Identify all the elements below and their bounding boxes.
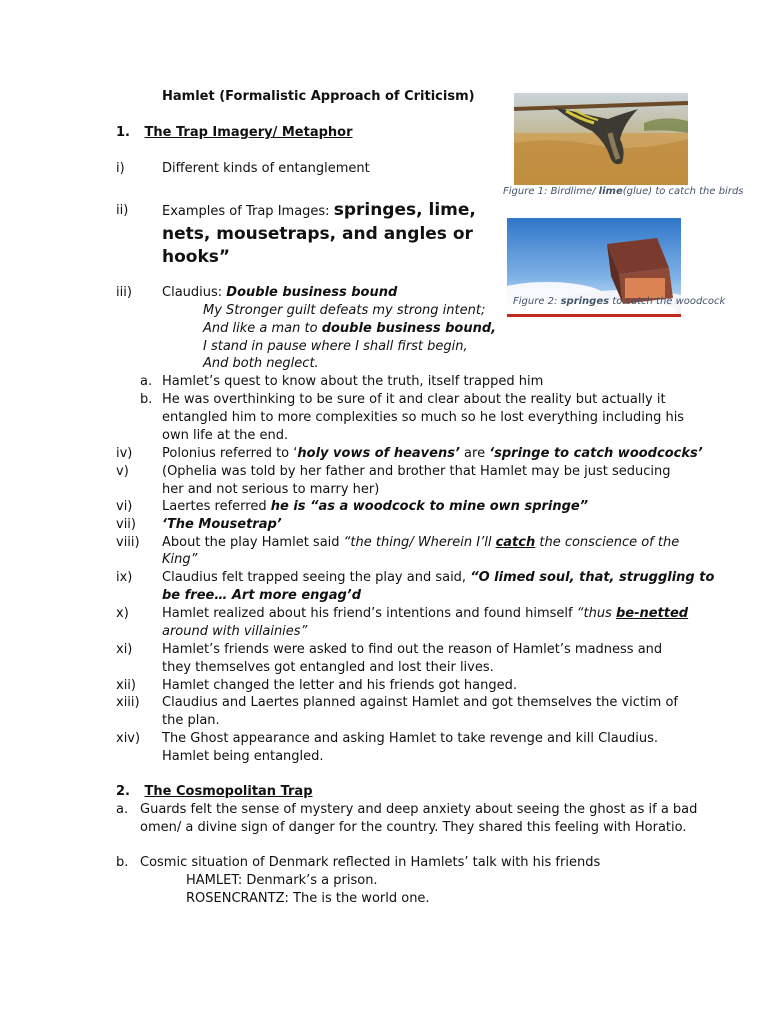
item-emphasis: catch [495, 535, 536, 550]
item-number: x) [116, 606, 129, 621]
item-number: xi) [116, 642, 133, 657]
trap-images-list-line2: nets, mousetraps, and angles or [162, 224, 473, 244]
trap-images-list: springes, lime, [333, 200, 476, 220]
item-emphasis: he is “as a woodcock to mine own springe” [270, 499, 589, 514]
item-lead: Claudius: [162, 285, 227, 300]
section-1-number: 1. [116, 125, 130, 140]
item-text-part: are [459, 446, 490, 461]
item-text [162, 284, 397, 302]
item-number: vii) [116, 517, 136, 532]
document-title: Hamlet (Formalistic Approach of Criticism) [162, 89, 475, 104]
item-text: be free… Art more engag’d [162, 588, 362, 603]
item-text: ‘The Mousetrap’ [162, 517, 282, 532]
sub-item-text: own life at the end. [162, 428, 289, 443]
item-lead: Polonius referred to ‘ [162, 446, 298, 461]
figure-1-image [514, 93, 688, 185]
caption-text: (glue) to catch the birds [622, 186, 744, 197]
item-number: xiii) [116, 695, 140, 710]
item-number: xii) [116, 678, 136, 693]
item-text: Hamlet changed the letter and his friends got hanged. [162, 678, 518, 693]
caption-emphasis: lime [598, 186, 623, 197]
item-text: the plan. [162, 713, 220, 728]
caption-text: Figure 1: Birdlime/ [503, 186, 599, 197]
section-2-heading [116, 783, 313, 801]
item-text: they themselves got entangled and lost their lives. [162, 660, 494, 675]
figure-2-caption [513, 295, 725, 309]
item-text [162, 198, 476, 224]
item-text: around with villainies” [162, 624, 308, 639]
caption-emphasis: springes [560, 296, 610, 307]
sub-item-text: Guards felt the sense of mystery and deep anxiety about seeing the ghost as if a bad [140, 802, 698, 817]
item-number: xiv) [116, 731, 141, 746]
item-quote: “thus [576, 606, 616, 621]
quote-line: And both neglect. [203, 356, 319, 371]
item-number: vi) [116, 499, 133, 514]
item-text: King” [162, 552, 198, 567]
dialogue-line: ROSENCRANTZ: The is the world one. [186, 891, 430, 906]
sub-item-text: He was overthinking to be sure of it and clear about the reality but actually it [162, 392, 666, 407]
item-text [162, 445, 703, 463]
quote-emphasis: double business bound, [321, 321, 497, 336]
item-text: Claudius and Laertes planned against Hamlet and got themselves the victim of [162, 695, 678, 710]
item-text: Different kinds of entanglement [162, 161, 370, 176]
item-text: Hamlet being entangled. [162, 749, 324, 764]
item-emphasis: be-netted [615, 606, 689, 621]
item-number: ix) [116, 570, 133, 585]
quote-text: And like a man to [203, 321, 322, 336]
sub-item-number: b. [140, 392, 153, 407]
item-lead: Laertes referred [162, 499, 271, 514]
item-text: Hamlet’s friends were asked to find out the reason of Hamlet’s madness and [162, 642, 663, 657]
sub-item-number: b. [116, 855, 129, 870]
item-quote: “the thing/ Wherein I’ll [343, 535, 496, 550]
quote-line: I stand in pause where I shall first begin, [203, 339, 468, 354]
sub-item-text: Hamlet’s quest to know about the truth, itself trapped him [162, 374, 544, 389]
item-emphasis: “O limed soul, that, struggling to [470, 570, 715, 585]
caption-text: to catch the woodcock [609, 296, 726, 307]
item-text: (Ophelia was told by her father and brother that Hamlet may be just seducing [162, 464, 671, 479]
item-emphasis: ‘springe to catch woodcocks’ [489, 446, 703, 461]
figure-1-caption [503, 185, 744, 199]
section-2-title: The Cosmopolitan Trap [144, 784, 313, 799]
item-text [162, 605, 688, 623]
item-lead: Hamlet realized about his friend’s intentions and found himself [162, 606, 577, 621]
sub-item-text: omen/ a divine sign of danger for the country. They shared this feeling with Horatio. [140, 820, 687, 835]
item-text: her and not serious to marry her) [162, 482, 380, 497]
item-number: ii) [116, 203, 129, 218]
item-number: iv) [116, 446, 133, 461]
item-lead: Examples of Trap Images: [162, 204, 334, 219]
item-emphasis: holy vows of heavens’ [297, 446, 460, 461]
item-text: The Ghost appearance and asking Hamlet to take revenge and kill Claudius. [162, 731, 658, 746]
dialogue-line: HAMLET: Denmark’s a prison. [186, 873, 378, 888]
sub-item-number: a. [140, 374, 153, 389]
quote-line [203, 320, 496, 338]
item-number: v) [116, 464, 129, 479]
section-2-number: 2. [116, 784, 130, 799]
item-emphasis: Double business bound [226, 285, 398, 300]
item-lead: Claudius felt trapped seeing the play and said, [162, 570, 471, 585]
item-text [162, 534, 679, 552]
item-number: iii) [116, 285, 132, 300]
sub-item-text: Cosmic situation of Denmark reflected in Hamlets’ talk with his friends [140, 855, 601, 870]
bird-in-lime-trap-icon [514, 93, 688, 185]
sub-item-text: entangled him to more complexities so much so he lost everything including his [162, 410, 685, 425]
item-number: i) [116, 161, 125, 176]
item-quote: the conscience of the [535, 535, 680, 550]
section-1-heading [116, 124, 353, 142]
item-text [162, 498, 588, 516]
section-1-title: The Trap Imagery/ Metaphor [144, 125, 353, 140]
item-text [162, 569, 714, 587]
caption-text: Figure 2: [513, 296, 561, 307]
trap-images-list-line3: hooks” [162, 247, 231, 267]
item-number: viii) [116, 535, 140, 550]
quote-line: My Stronger guilt defeats my strong intent; [203, 303, 486, 318]
item-lead: About the play Hamlet said [162, 535, 344, 550]
sub-item-number: a. [116, 802, 129, 817]
